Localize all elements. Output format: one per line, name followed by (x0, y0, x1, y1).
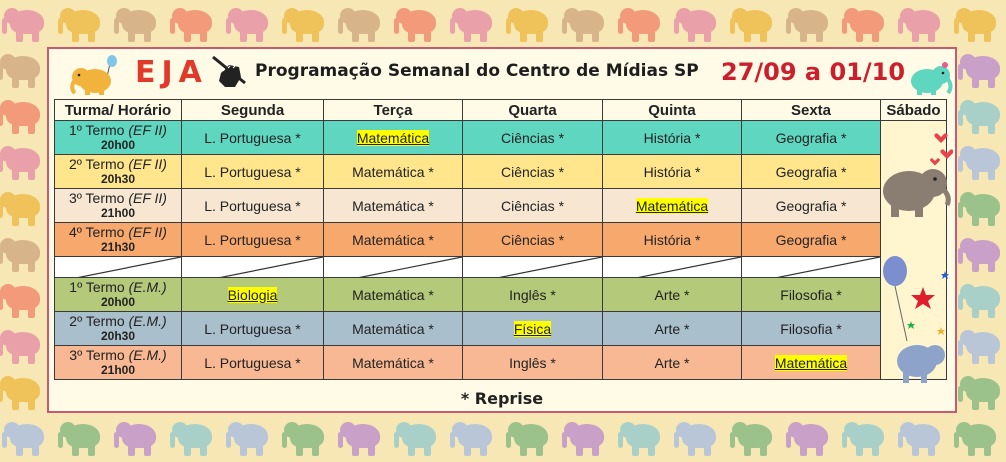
elephant-icon (174, 418, 218, 458)
heart-icon (930, 133, 953, 165)
separator-row (55, 257, 947, 278)
termo-label: 3º Termo (69, 347, 125, 363)
saturday-decoration (877, 131, 953, 389)
subject-cell (742, 278, 881, 312)
nivel-label: (E.M.) (128, 313, 167, 329)
table-row (55, 189, 947, 223)
elephant-icon (118, 418, 162, 458)
subject-label: Filosofia * (780, 286, 842, 303)
subject-cell (463, 223, 603, 257)
elephant-icon (2, 188, 46, 228)
nivel-label: (EF II) (128, 190, 167, 206)
subject-cell (324, 189, 463, 223)
subject-label: Ciências * (500, 163, 565, 180)
elephant-icon (230, 418, 274, 458)
subject-cell (742, 346, 881, 380)
subject-cell (463, 155, 603, 189)
elephant-icon (454, 418, 498, 458)
subject-label: Arte * (654, 354, 690, 371)
elephant-icon (398, 4, 442, 44)
separator-cell (182, 257, 324, 278)
table-row (55, 312, 947, 346)
separator-cell (55, 257, 182, 278)
balloon-icon (883, 256, 907, 341)
subject-label: Inglês * (509, 286, 556, 303)
date-range: 27/09 a 01/10 (721, 58, 906, 86)
subject-cell (603, 346, 742, 380)
subject-label: Matemática * (352, 286, 434, 303)
elephant-icon (6, 4, 50, 44)
elephant-icon (962, 142, 1006, 182)
subject-label: Matemática (635, 197, 709, 214)
elephant-icon (62, 418, 106, 458)
col-header-segunda: Segunda (182, 100, 324, 121)
subject-cell (603, 223, 742, 257)
subject-cell (324, 312, 463, 346)
separator-cell (603, 257, 742, 278)
elephant-icon (962, 326, 1006, 366)
subject-label: Matemática * (352, 231, 434, 248)
subject-label: Ciências * (500, 129, 565, 146)
star-icon (907, 271, 949, 335)
subject-label: Matemática (774, 354, 848, 371)
elephant-icon (566, 418, 610, 458)
subject-cell (463, 121, 603, 155)
subject-label: L. Portuguesa * (204, 163, 301, 180)
elephant-icon (342, 4, 386, 44)
table-row (55, 121, 947, 155)
col-header-turma: Turma/ Horário (55, 100, 182, 121)
elephant-icon (790, 418, 834, 458)
elephant-icon (6, 418, 50, 458)
table-row (55, 155, 947, 189)
col-header-quarta: Quarta (463, 100, 603, 121)
subject-cell (742, 155, 881, 189)
col-header-terca: Terça (324, 100, 463, 121)
elephant-icon (962, 280, 1006, 320)
elephant-icon (962, 372, 1006, 412)
subject-label: Matemática * (352, 197, 434, 214)
elephant-icon (2, 142, 46, 182)
subject-label: Matemática * (352, 354, 434, 371)
horario-label: 20h00 (100, 295, 136, 309)
table-row (55, 223, 947, 257)
horario-label: 21h30 (100, 240, 136, 254)
subject-label: L. Portuguesa * (204, 231, 301, 248)
elephant-icon (342, 418, 386, 458)
elephant-icon (67, 55, 127, 97)
subject-label: L. Portuguesa * (204, 129, 301, 146)
col-header-sexta: Sexta (742, 100, 881, 121)
subject-cell (742, 189, 881, 223)
schedule-panel (47, 47, 957, 413)
elephant-icon (510, 4, 554, 44)
subject-cell (603, 155, 742, 189)
termo-label: 1º Termo (69, 122, 125, 138)
elephant-icon (2, 280, 46, 320)
elephant-icon (286, 4, 330, 44)
elephant-icon (901, 57, 955, 97)
elephant-icon (962, 188, 1006, 228)
elephant-icon (958, 418, 1002, 458)
turma-cell (55, 278, 182, 312)
elephant-icon (2, 50, 46, 90)
col-header-sabado: Sábado (881, 100, 947, 121)
horario-label: 20h30 (100, 172, 136, 186)
subject-cell (324, 155, 463, 189)
termo-label: 2º Termo (69, 156, 125, 172)
fist-pencil-icon (207, 53, 253, 93)
subject-label: Geografia * (775, 231, 847, 248)
horario-label: 20h00 (100, 138, 136, 152)
subject-label: Matemática (356, 129, 430, 146)
elephant-icon (62, 4, 106, 44)
header (49, 49, 955, 99)
page-title: Programação Semanal do Centro de Mídias SP (255, 61, 699, 81)
subject-label: História * (643, 231, 701, 248)
turma-cell (55, 189, 182, 223)
subject-label: Geografia * (775, 197, 847, 214)
termo-label: 3º Termo (69, 190, 125, 206)
subject-label: História * (643, 163, 701, 180)
subject-cell (324, 346, 463, 380)
elephant-icon (902, 418, 946, 458)
termo-label: 1º Termo (69, 279, 125, 295)
subject-label: Geografia * (775, 129, 847, 146)
elephant-icon (566, 4, 610, 44)
subject-cell (603, 189, 742, 223)
turma-cell (55, 312, 182, 346)
subject-label: Ciências * (500, 231, 565, 248)
elephant-icon (510, 418, 554, 458)
subject-cell (182, 312, 324, 346)
termo-label: 4º Termo (69, 224, 125, 240)
subject-label: L. Portuguesa * (204, 197, 301, 214)
subject-cell (324, 278, 463, 312)
turma-cell (55, 155, 182, 189)
subject-label: L. Portuguesa * (204, 354, 301, 371)
subject-label: Filosofia * (780, 320, 842, 337)
elephant-icon (174, 4, 218, 44)
subject-cell (463, 312, 603, 346)
subject-cell (324, 223, 463, 257)
elephant-icon (846, 4, 890, 44)
subject-label: Inglês * (509, 354, 556, 371)
subject-label: L. Portuguesa * (204, 320, 301, 337)
termo-label: 2º Termo (69, 313, 125, 329)
subject-label: Matemática * (352, 163, 434, 180)
elephant-icon (962, 234, 1006, 274)
elephant-icon (398, 418, 442, 458)
turma-cell (55, 346, 182, 380)
turma-cell (55, 121, 182, 155)
elephant-icon (846, 418, 890, 458)
horario-label: 20h30 (100, 329, 136, 343)
subject-cell (742, 121, 881, 155)
subject-cell (182, 346, 324, 380)
nivel-label: (EF II) (128, 156, 167, 172)
subject-label: Física (513, 320, 552, 337)
subject-label: Geografia * (775, 163, 847, 180)
subject-label: Ciências * (500, 197, 565, 214)
subject-cell (324, 121, 463, 155)
subject-cell (603, 121, 742, 155)
subject-cell (742, 223, 881, 257)
separator-cell (324, 257, 463, 278)
subject-cell (182, 223, 324, 257)
separator-cell (742, 257, 881, 278)
elephant-icon (286, 418, 330, 458)
elephant-icon (2, 234, 46, 274)
elephant-icon (962, 50, 1006, 90)
elephant-icon (2, 96, 46, 136)
subject-cell (182, 278, 324, 312)
subject-cell (603, 312, 742, 346)
schedule-table (54, 99, 947, 380)
elephant-icon (883, 169, 948, 217)
nivel-label: (E.M.) (128, 279, 167, 295)
subject-cell (182, 155, 324, 189)
subject-cell (463, 278, 603, 312)
nivel-label: (EF II) (128, 122, 167, 138)
elephant-icon (2, 372, 46, 412)
elephant-icon (622, 4, 666, 44)
table-row (55, 346, 947, 380)
col-header-quinta: Quinta (603, 100, 742, 121)
elephant-icon (790, 4, 834, 44)
subject-cell (182, 189, 324, 223)
subject-cell (742, 312, 881, 346)
horario-label: 21h00 (100, 363, 136, 377)
elephant-icon (454, 4, 498, 44)
elephant-icon (734, 4, 778, 44)
header-row (55, 100, 947, 121)
elephant-icon (118, 4, 162, 44)
subject-label: História * (643, 129, 701, 146)
subject-label: Arte * (654, 286, 690, 303)
eja-logo: EJA (135, 55, 208, 90)
footer-note: * Reprise (460, 389, 544, 408)
table-row (55, 278, 947, 312)
elephant-icon (962, 96, 1006, 136)
elephant-icon (230, 4, 274, 44)
subject-cell (182, 121, 324, 155)
nivel-label: (EF II) (128, 224, 167, 240)
elephant-icon (902, 4, 946, 44)
separator-cell (463, 257, 603, 278)
subject-cell (463, 346, 603, 380)
elephant-icon (622, 418, 666, 458)
elephant-icon (2, 326, 46, 366)
elephant-icon (678, 418, 722, 458)
subject-label: Matemática * (352, 320, 434, 337)
elephant-icon (678, 4, 722, 44)
subject-label: Arte * (654, 320, 690, 337)
elephant-icon (958, 4, 1002, 44)
nivel-label: (E.M.) (128, 347, 167, 363)
turma-cell (55, 223, 182, 257)
subject-cell (463, 189, 603, 223)
subject-label: Biologia (227, 286, 278, 303)
subject-cell (603, 278, 742, 312)
elephant-icon (734, 418, 778, 458)
elephant-icon (897, 345, 945, 383)
horario-label: 21h00 (100, 206, 136, 220)
